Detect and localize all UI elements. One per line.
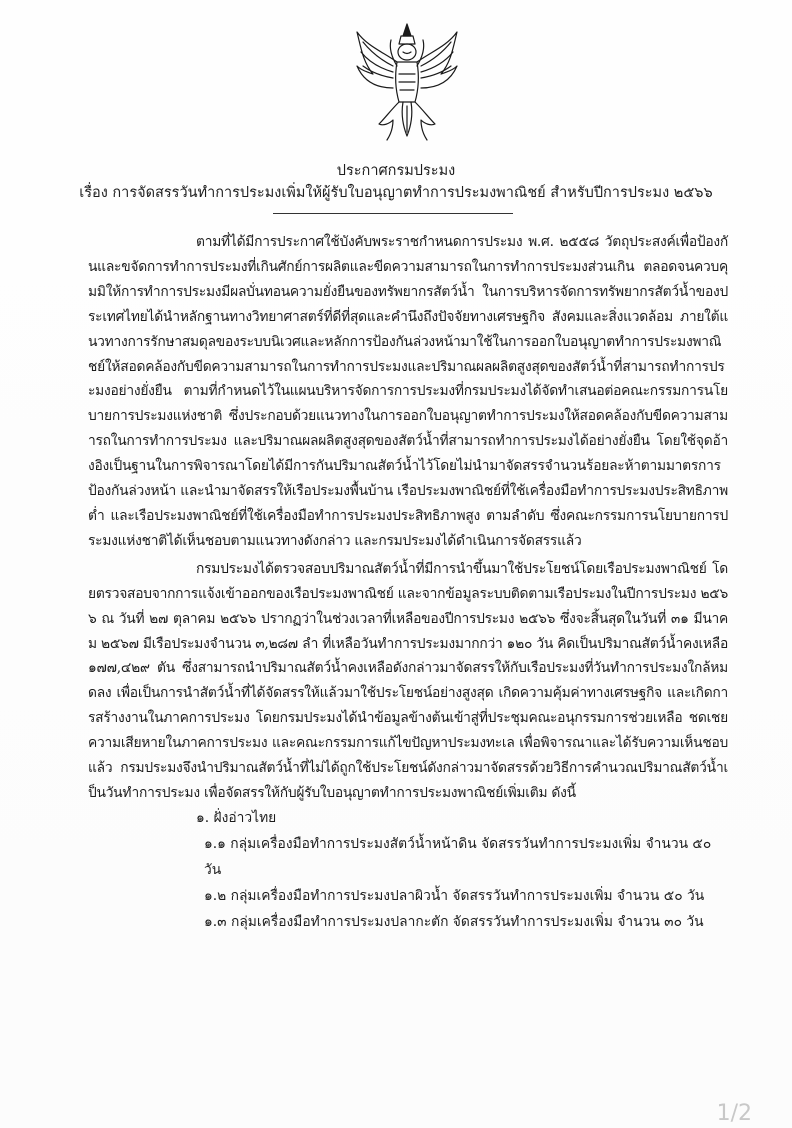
allocation-list [88,831,728,935]
document-header [0,160,792,204]
document-body [88,230,728,935]
page-number: 1/2 [716,1101,752,1126]
paragraph-background: ตามที่ได้มีการประกาศใช้บังคับพระราชกำหนดการประมง พ.ศ. ๒๕๕๘ วัตถุประสงค์เพื่อป้องกันและขจัดการทำการประมงที่เกินศักย์การผลิตและขีดความสามารถในการทำการประมงส่วนเกิน ตลอดจนควบคุมมิให้การทำการประมงมีผลบั่นทอนความยั่งยืนของทรัพยากรสัตว์น้ำ ในการบริหารจัดการทรัพยากรสัตว์น้ำของประเทศไทยได้นำหลักฐานทางวิทยาศาสตร์ที่ดีที่สุดและคำนึงถึงปัจจัยทางเศรษฐกิจ สังคมและสิ่งแวดล้อม ภายใต้แนวทางการรักษาสมดุลของระบบนิเวศและหลักการป้องกันล่วงหน้ามาใช้ในการออกใบอนุญาตทำการประมงพาณิชย์ให้สอดคล้องกับขีดความสามารถในการทำการประมงและปริมาณผลผลิตสูงสุดของสัตว์น้ำที่สามารถทำการประมงอย่างยั่งยืน ตามที่กำหนดไว้ในแผนบริหารจัดการการประมงที่กรมประมงได้จัดทำเสนอต่อคณะกรรมการนโยบายการประมงแห่งชาติ ซึ่งประกอบด้วยแนวทางในการออกใบอนุญาตทำการประมงให้สอดคล้องกับขีดความสามารถในการทำการประมง และปริมาณผลผลิตสูงสุดของสัตว์น้ำที่สามารถทำการประมงได้อย่างยั่งยืน โดยใช้จุดอ้างอิงเป็นฐานในการพิจารณาโดยได้มีการกันปริมาณสัตว์น้ำไว้โดยไม่นำมาจัดสรรจำนวนร้อยละห้าตามมาตรการป้องกันล่วงหน้า และนำมาจัดสรรให้เรือประมงพื้นบ้าน เรือประมงพาณิชย์ที่ใช้เครื่องมือทำการประมงประสิทธิภาพต่ำ และเรือประมงพาณิชย์ที่ใช้เครื่องมือทำการประมงประสิทธิภาพสูง ตามลำดับ ซึ่งคณะกรรมการนโยบายการประมงแห่งชาติได้เห็นชอบตามแนวทางดังกล่าว และกรมประมงได้ดำเนินการจัดสรรแล้ว [88,234,728,549]
section-gulf-of-thailand: ๑. ฝั่งอ่าวไทย [196,809,277,826]
header-divider [273,213,513,214]
subject-line: เรื่อง การจัดสรรวันทำการประมงเพิ่มให้ผู้รับใบอนุญาตทำการประมงพาณิชย์ สำหรับปีการประมง ๒๕๖๖ [79,185,713,201]
list-item: ๑.๒ กลุ่มเครื่องมือทำการประมงปลาผิวน้ำ จัดสรรวันทำการประมงเพิ่ม จำนวน ๕๐ วัน [204,887,705,904]
paragraph-allocation: กรมประมงได้ตรวจสอบปริมาณสัตว์น้ำที่มีการนำขึ้นมาใช้ประโยชน์โดยเรือประมงพาณิชย์ โดยตรวจสอบจากการแจ้งเข้าออกของเรือประมงพาณิชย์ และจากข้อมูลระบบติดตามเรือประมงในปีการประมง ๒๕๖๖ ณ วันที่ ๒๗ ตุลาคม ๒๕๖๖ ปรากฏว่าในช่วงเวลาที่เหลือของปีการประมง ๒๕๖๖ ซึ่งจะสิ้นสุดในวันที่ ๓๑ มีนาคม ๒๕๖๗ มีเรือประมงจำนวน ๓,๒๘๗ ลำ ที่เหลือวันทำการประมงมากกว่า ๑๒๐ วัน คิดเป็นปริมาณสัตว์น้ำคงเหลือ ๑๗๗,๔๒๙ ตัน ซึ่งสามารถนำปริมาณสัตว์น้ำคงเหลือดังกล่าวมาจัดสรรให้กับเรือประมงที่วันทำการประมงใกล้หมดลง เพื่อเป็นการนำสัตว์น้ำที่ได้จัดสรรให้แล้วมาใช้ประโยชน์อย่างสูงสุด เกิดความคุ้มค่าทางเศรษฐกิจ และเกิดการสร้างงานในภาคการประมง โดยกรมประมงได้นำข้อมูลข้างต้นเข้าสู่ที่ประชุมคณะอนุกรรมการช่วยเหลือ ชดเชย ความเสียหายในภาคการประมง และคณะกรรมการแก้ไขปัญหาประมงทะเล เพื่อพิจารณาและได้รับความเห็นชอบแล้ว กรมประมงจึงนำปริมาณสัตว์น้ำที่ไม่ได้ถูกใช้ประโยชน์ดังกล่าวมาจัดสรรด้วยวิธีการคำนวณปริมาณสัตว์น้ำเป็นวันทำการประมง เพื่อจัดสรรให้กับผู้รับใบอนุญาตทำการประมงพาณิชย์เพิ่มเติม ดังนี้ [88,560,728,801]
garuda-emblem-icon [353,22,461,146]
list-item: ๑.๓ กลุ่มเครื่องมือทำการประมงปลากะตัก จัดสรรวันทำการประมงเพิ่ม จำนวน ๓๐ วัน [204,913,704,930]
issuer-title: ประกาศกรมประมง [336,163,456,179]
list-item: ๑.๑ กลุ่มเครื่องมือทำการประมงสัตว์น้ำหน้าดิน จัดสรรวันทำการประมงเพิ่ม จำนวน ๕๐ วัน [204,835,712,878]
